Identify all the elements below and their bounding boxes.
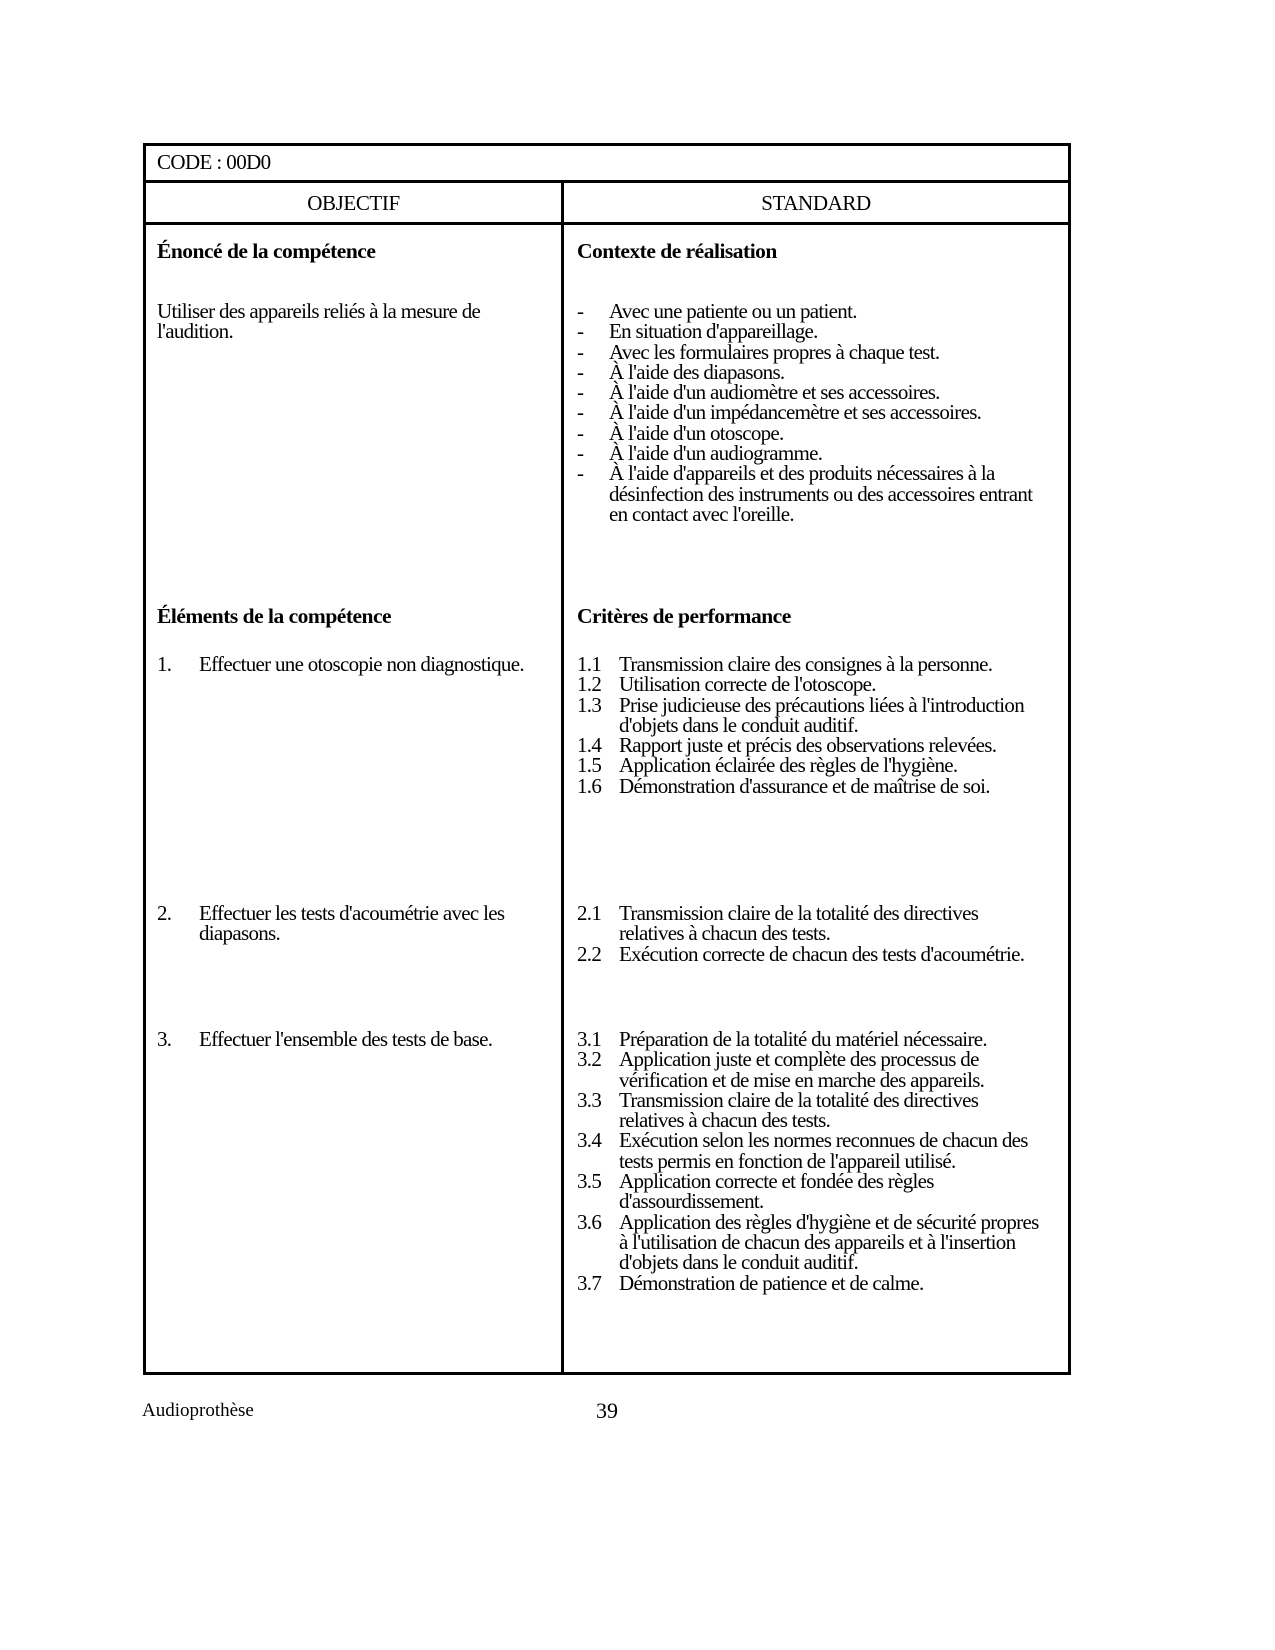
item-text: Effectuer l'ensemble des tests de base. xyxy=(199,1027,493,1051)
column-divider xyxy=(561,183,564,1372)
critere-item xyxy=(577,903,1047,944)
item-number: - xyxy=(577,400,584,425)
item-text: Exécution correcte de chacun des tests d'acoumétrie. xyxy=(619,941,1025,966)
contexte-list xyxy=(577,301,1047,524)
item-number: 1.1 xyxy=(577,652,602,676)
contexte-item xyxy=(577,359,1047,384)
item-text: Effectuer une otoscopie non diagnostique. xyxy=(199,652,524,676)
item-number: - xyxy=(577,319,584,344)
critere-item xyxy=(577,692,1047,737)
contexte-item xyxy=(577,463,1047,524)
item-text: À l'aide des diapasons. xyxy=(609,359,785,384)
element-item xyxy=(157,654,537,674)
item-text: À l'aide d'un audiomètre et ses accessoires. xyxy=(609,380,940,405)
item-text: Exécution selon les normes reconnues de chacun des tests permis en fonction de l'appareil utilisé. xyxy=(619,1128,1028,1173)
element-3 xyxy=(157,1029,537,1049)
item-text: Application des règles d'hygiène et de sécurité propres à l'utilisation de chacun des appareils et à l'insertion d'objets dans le conduit auditif. xyxy=(619,1209,1039,1275)
item-number: 3.2 xyxy=(577,1047,602,1072)
element-2 xyxy=(157,903,537,944)
critere-item xyxy=(577,1270,1047,1295)
item-number: 3.4 xyxy=(577,1128,602,1153)
critere-item xyxy=(577,753,1047,778)
page-number: 39 xyxy=(596,1398,618,1423)
footer-title: Audioprothèse xyxy=(142,1400,254,1421)
element-item xyxy=(157,1029,537,1049)
item-text: Prise judicieuse des précautions liées à l'introduction d'objets dans le conduit auditif. xyxy=(619,692,1025,737)
element-1 xyxy=(157,654,537,674)
criteres-group-2 xyxy=(577,903,1047,964)
item-number: - xyxy=(577,359,584,384)
contexte-item xyxy=(577,319,1047,344)
critere-item xyxy=(577,672,1047,697)
item-text: Effectuer les tests d'acoumétrie avec les diapasons. xyxy=(199,901,505,946)
item-text: Avec une patiente ou un patient. xyxy=(609,299,857,323)
item-text: Préparation de la totalité du matériel nécessaire. xyxy=(619,1027,987,1051)
contexte-item xyxy=(577,400,1047,425)
item-text: Rapport juste et précis des observations relevées. xyxy=(619,733,997,758)
item-number: 3. xyxy=(157,1027,172,1051)
item-number: 2.2 xyxy=(577,941,602,966)
header-objectif: OBJECTIF xyxy=(146,183,561,225)
item-number: - xyxy=(577,299,584,323)
criteres-title: Critères de performance xyxy=(577,604,791,628)
criteres-group-3 xyxy=(577,1029,1047,1293)
item-number: 1.4 xyxy=(577,733,602,758)
item-text: À l'aide d'un impédancemètre et ses accessoires. xyxy=(609,400,982,425)
contexte-item xyxy=(577,420,1047,445)
item-number: 1.5 xyxy=(577,753,602,778)
criteres-group-1 xyxy=(577,654,1047,796)
item-number: 1.3 xyxy=(577,692,602,717)
item-text: Transmission claire des consignes à la personne. xyxy=(619,652,993,676)
item-number: - xyxy=(577,339,584,364)
item-number: - xyxy=(577,420,584,445)
item-number: - xyxy=(577,380,584,405)
item-number: 1.6 xyxy=(577,773,602,798)
item-text: Avec les formulaires propres à chaque test. xyxy=(609,339,940,364)
header-standard: STANDARD xyxy=(564,183,1068,225)
critere-item xyxy=(577,733,1047,758)
item-number: - xyxy=(577,461,584,486)
competency-table xyxy=(143,143,1071,1375)
contexte-item xyxy=(577,301,1047,321)
item-text: Utilisation correcte de l'otoscope. xyxy=(619,672,876,697)
item-text: À l'aide d'un audiogramme. xyxy=(609,441,823,466)
item-number: 3.1 xyxy=(577,1027,602,1051)
item-text: À l'aide d'appareils et des produits nécessaires à la désinfection des instruments ou des accessoires entrant en contact avec l'oreille. xyxy=(609,461,1033,526)
item-number: 3.7 xyxy=(577,1270,602,1295)
item-text: Transmission claire de la totalité des directives relatives à chacun des tests. xyxy=(619,901,979,946)
critere-item xyxy=(577,941,1047,966)
elements-title: Éléments de la compétence xyxy=(157,604,392,628)
enonce-title: Énoncé de la compétence xyxy=(157,239,376,263)
contexte-title: Contexte de réalisation xyxy=(577,239,777,263)
item-text: Application correcte et fondée des règles d'assourdissement. xyxy=(619,1169,934,1214)
code-row xyxy=(146,146,1068,183)
item-number: 3.6 xyxy=(577,1209,602,1234)
code-label: CODE : 00D0 xyxy=(157,150,271,174)
critere-item xyxy=(577,1171,1047,1212)
item-text: Démonstration d'assurance et de maîtrise de soi. xyxy=(619,773,990,798)
item-number: 1. xyxy=(157,652,172,676)
item-number: 1.2 xyxy=(577,672,602,697)
critere-item xyxy=(577,1209,1047,1275)
item-number: 2. xyxy=(157,901,172,925)
item-number: 2.1 xyxy=(577,901,602,925)
contexte-item xyxy=(577,380,1047,405)
enonce-text: Utiliser des appareils reliés à la mesure de l'audition. xyxy=(157,299,481,344)
critere-item xyxy=(577,773,1047,798)
item-number: 3.3 xyxy=(577,1087,602,1112)
item-text: Application éclairée des règles de l'hygiène. xyxy=(619,753,958,778)
critere-item xyxy=(577,1130,1047,1171)
element-item xyxy=(157,903,537,944)
item-text: En situation d'appareillage. xyxy=(609,319,818,344)
item-text: À l'aide d'un otoscope. xyxy=(609,420,784,445)
item-text: Application juste et complète des processus de vérification et de mise en marche des appareils. xyxy=(619,1047,985,1092)
critere-item xyxy=(577,654,1047,674)
contexte-item xyxy=(577,441,1047,466)
item-text: Démonstration de patience et de calme. xyxy=(619,1270,924,1295)
critere-item xyxy=(577,1087,1047,1133)
critere-item xyxy=(577,1029,1047,1049)
contexte-item xyxy=(577,339,1047,364)
item-number: 3.5 xyxy=(577,1169,602,1194)
item-text: Transmission claire de la totalité des directives relatives à chacun des tests. xyxy=(619,1087,979,1133)
item-number: - xyxy=(577,441,584,466)
critere-item xyxy=(577,1049,1047,1090)
